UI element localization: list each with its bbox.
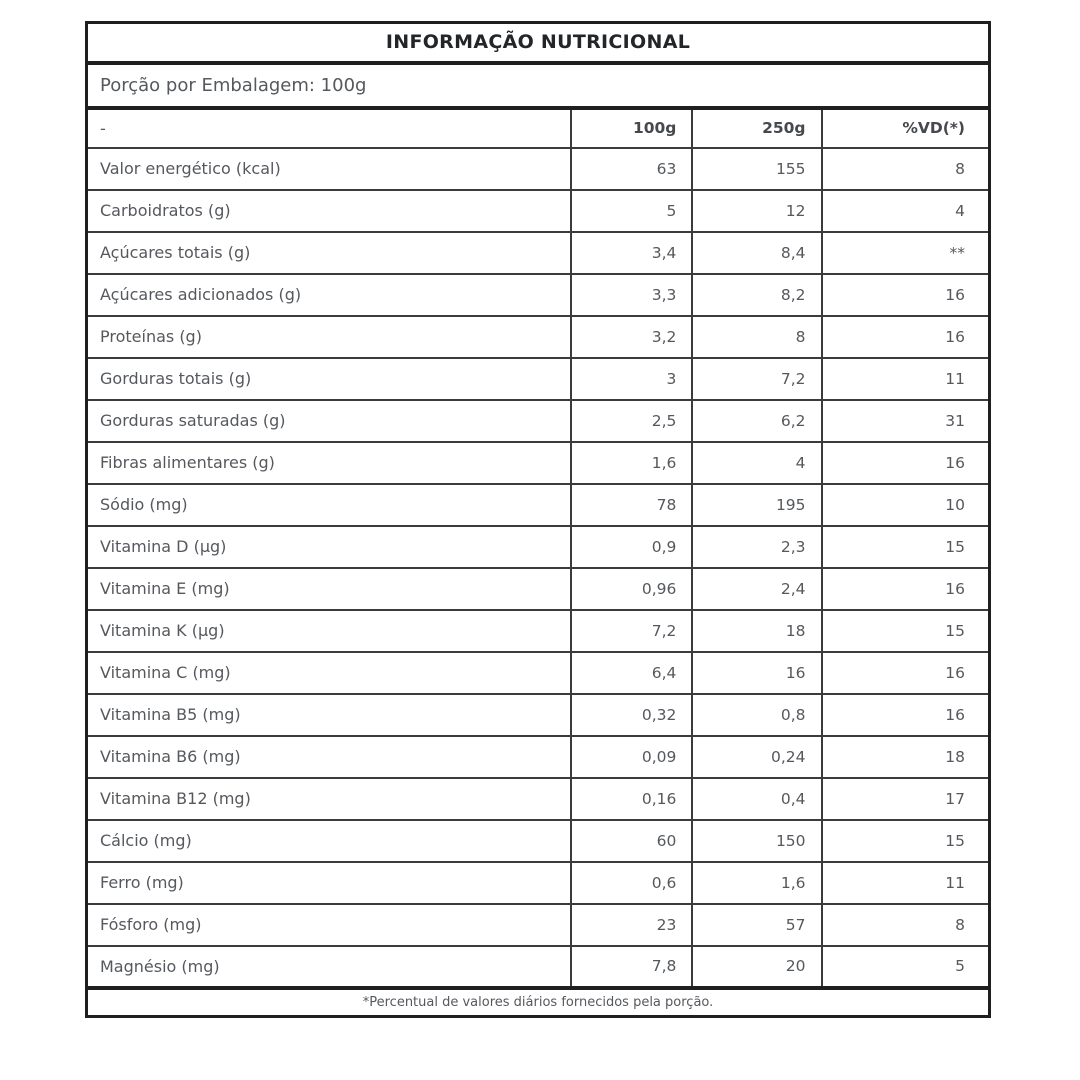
table-row xyxy=(87,778,990,820)
value-100g: 3,4 xyxy=(571,232,693,274)
value-vd: 16 xyxy=(822,568,990,610)
value-250g: 12 xyxy=(692,190,821,232)
value-100g: 0,96 xyxy=(571,568,693,610)
value-vd: 10 xyxy=(822,484,990,526)
value-vd: 8 xyxy=(822,148,990,190)
value-250g: 6,2 xyxy=(692,400,821,442)
title-row xyxy=(87,23,990,63)
nutrient-label: Açúcares totais (g) xyxy=(87,232,571,274)
table-head xyxy=(87,23,990,148)
value-100g: 0,9 xyxy=(571,526,693,568)
value-100g: 0,6 xyxy=(571,862,693,904)
table-row xyxy=(87,736,990,778)
value-100g: 1,6 xyxy=(571,442,693,484)
nutrient-label: Vitamina B12 (mg) xyxy=(87,778,571,820)
nutrient-label: Magnésio (mg) xyxy=(87,946,571,988)
value-100g: 3,2 xyxy=(571,316,693,358)
nutrition-table xyxy=(85,21,991,1018)
portion-row xyxy=(87,63,990,108)
table-row xyxy=(87,526,990,568)
table-row xyxy=(87,904,990,946)
table-row xyxy=(87,820,990,862)
nutrient-label: Carboidratos (g) xyxy=(87,190,571,232)
nutrient-label: Cálcio (mg) xyxy=(87,820,571,862)
table-row xyxy=(87,148,990,190)
value-250g: 8,4 xyxy=(692,232,821,274)
nutrition-facts-table xyxy=(85,21,991,1018)
nutrient-label: Fósforo (mg) xyxy=(87,904,571,946)
value-vd: 15 xyxy=(822,526,990,568)
value-vd: 8 xyxy=(822,904,990,946)
footnote-row xyxy=(87,988,990,1017)
value-250g: 8,2 xyxy=(692,274,821,316)
table-row xyxy=(87,652,990,694)
value-vd: 16 xyxy=(822,442,990,484)
column-header-row xyxy=(87,108,990,148)
value-100g: 0,09 xyxy=(571,736,693,778)
table-foot xyxy=(87,988,990,1017)
column-header-blank: - xyxy=(87,108,571,148)
value-vd: 16 xyxy=(822,316,990,358)
table-row xyxy=(87,862,990,904)
footnote: *Percentual de valores diários fornecidos pela porção. xyxy=(87,988,990,1017)
value-100g: 2,5 xyxy=(571,400,693,442)
nutrient-label: Valor energético (kcal) xyxy=(87,148,571,190)
table-row xyxy=(87,610,990,652)
value-100g: 0,32 xyxy=(571,694,693,736)
value-250g: 0,24 xyxy=(692,736,821,778)
portion-per-package: Porção por Embalagem: 100g xyxy=(87,63,990,108)
value-250g: 155 xyxy=(692,148,821,190)
value-250g: 0,4 xyxy=(692,778,821,820)
value-100g: 60 xyxy=(571,820,693,862)
table-row xyxy=(87,316,990,358)
value-100g: 7,8 xyxy=(571,946,693,988)
value-100g: 7,2 xyxy=(571,610,693,652)
value-100g: 6,4 xyxy=(571,652,693,694)
value-250g: 4 xyxy=(692,442,821,484)
column-header-100g: 100g xyxy=(571,108,693,148)
table-row xyxy=(87,400,990,442)
value-250g: 20 xyxy=(692,946,821,988)
value-250g: 8 xyxy=(692,316,821,358)
nutrient-label: Sódio (mg) xyxy=(87,484,571,526)
nutrient-label: Vitamina K (µg) xyxy=(87,610,571,652)
value-100g: 63 xyxy=(571,148,693,190)
value-vd: 16 xyxy=(822,694,990,736)
nutrient-label: Proteínas (g) xyxy=(87,316,571,358)
value-100g: 78 xyxy=(571,484,693,526)
value-vd: ** xyxy=(822,232,990,274)
nutrient-label: Vitamina E (mg) xyxy=(87,568,571,610)
nutrient-label: Gorduras saturadas (g) xyxy=(87,400,571,442)
table-body xyxy=(87,148,990,988)
table-row xyxy=(87,358,990,400)
value-vd: 11 xyxy=(822,862,990,904)
table-row xyxy=(87,484,990,526)
value-250g: 18 xyxy=(692,610,821,652)
value-250g: 195 xyxy=(692,484,821,526)
nutrient-label: Fibras alimentares (g) xyxy=(87,442,571,484)
nutrient-label: Vitamina C (mg) xyxy=(87,652,571,694)
table-row xyxy=(87,232,990,274)
value-250g: 1,6 xyxy=(692,862,821,904)
nutrient-label: Vitamina B6 (mg) xyxy=(87,736,571,778)
table-row xyxy=(87,442,990,484)
value-250g: 2,3 xyxy=(692,526,821,568)
value-250g: 7,2 xyxy=(692,358,821,400)
value-vd: 4 xyxy=(822,190,990,232)
value-250g: 2,4 xyxy=(692,568,821,610)
value-vd: 16 xyxy=(822,652,990,694)
table-title: INFORMAÇÃO NUTRICIONAL xyxy=(87,23,990,63)
value-100g: 3 xyxy=(571,358,693,400)
table-row xyxy=(87,274,990,316)
table-row xyxy=(87,694,990,736)
value-vd: 5 xyxy=(822,946,990,988)
value-250g: 0,8 xyxy=(692,694,821,736)
value-vd: 18 xyxy=(822,736,990,778)
value-250g: 16 xyxy=(692,652,821,694)
value-250g: 150 xyxy=(692,820,821,862)
table-row xyxy=(87,190,990,232)
column-header-vd: %VD(*) xyxy=(822,108,990,148)
column-header-250g: 250g xyxy=(692,108,821,148)
value-100g: 5 xyxy=(571,190,693,232)
value-100g: 23 xyxy=(571,904,693,946)
nutrient-label: Vitamina D (µg) xyxy=(87,526,571,568)
value-vd: 15 xyxy=(822,610,990,652)
nutrient-label: Gorduras totais (g) xyxy=(87,358,571,400)
table-row xyxy=(87,568,990,610)
value-vd: 11 xyxy=(822,358,990,400)
nutrient-label: Ferro (mg) xyxy=(87,862,571,904)
value-vd: 15 xyxy=(822,820,990,862)
value-250g: 57 xyxy=(692,904,821,946)
nutrient-label: Açúcares adicionados (g) xyxy=(87,274,571,316)
value-vd: 16 xyxy=(822,274,990,316)
table-row xyxy=(87,946,990,988)
value-vd: 31 xyxy=(822,400,990,442)
nutrient-label: Vitamina B5 (mg) xyxy=(87,694,571,736)
value-100g: 3,3 xyxy=(571,274,693,316)
value-100g: 0,16 xyxy=(571,778,693,820)
value-vd: 17 xyxy=(822,778,990,820)
